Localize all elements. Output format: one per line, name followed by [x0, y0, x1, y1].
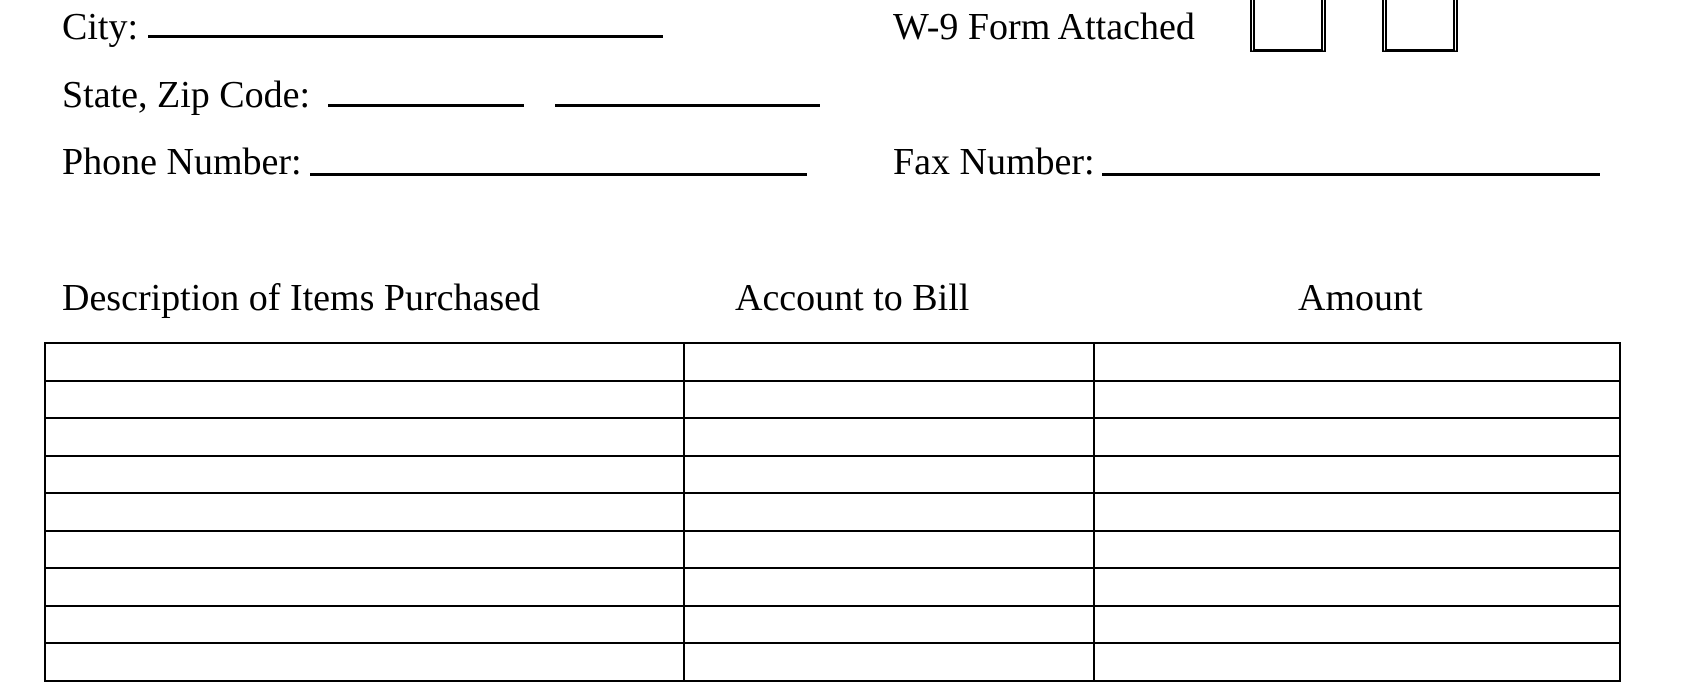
description-cell[interactable] — [45, 568, 684, 606]
table-row — [45, 531, 1620, 569]
w9-label: W-9 Form Attached — [893, 6, 1195, 48]
city-field[interactable] — [148, 35, 663, 38]
w9-no-checkbox[interactable] — [1382, 0, 1458, 52]
description-cell[interactable] — [45, 493, 684, 531]
amount-cell[interactable] — [1094, 531, 1620, 569]
description-cell[interactable] — [45, 606, 684, 644]
amount-cell[interactable] — [1094, 606, 1620, 644]
zip-field[interactable] — [555, 104, 820, 107]
description-cell[interactable] — [45, 418, 684, 456]
description-cell[interactable] — [45, 531, 684, 569]
state-zip-label: State, Zip Code: — [62, 74, 311, 116]
description-cell[interactable] — [45, 456, 684, 494]
table-row — [45, 568, 1620, 606]
fax-field[interactable] — [1102, 173, 1600, 176]
account-cell[interactable] — [684, 381, 1094, 419]
account-cell[interactable] — [684, 568, 1094, 606]
account-cell[interactable] — [684, 606, 1094, 644]
header-description: Description of Items Purchased — [62, 277, 541, 319]
account-cell[interactable] — [684, 418, 1094, 456]
phone-label: Phone Number: — [62, 141, 302, 183]
account-cell[interactable] — [684, 643, 1094, 681]
account-cell[interactable] — [684, 493, 1094, 531]
amount-cell[interactable] — [1094, 456, 1620, 494]
table-row — [45, 606, 1620, 644]
amount-cell[interactable] — [1094, 643, 1620, 681]
w9-yes-checkbox[interactable] — [1250, 0, 1326, 52]
state-field[interactable] — [328, 104, 524, 107]
items-table — [44, 342, 1621, 682]
table-row — [45, 418, 1620, 456]
amount-cell[interactable] — [1094, 568, 1620, 606]
table-row — [45, 381, 1620, 419]
account-cell[interactable] — [684, 531, 1094, 569]
account-cell[interactable] — [684, 456, 1094, 494]
table-row — [45, 456, 1620, 494]
description-cell[interactable] — [45, 381, 684, 419]
account-cell[interactable] — [684, 343, 1094, 381]
description-cell[interactable] — [45, 343, 684, 381]
table-row — [45, 343, 1620, 381]
header-amount: Amount — [1298, 277, 1423, 319]
fax-label: Fax Number: — [893, 141, 1095, 183]
items-table-body — [45, 343, 1620, 681]
description-cell[interactable] — [45, 643, 684, 681]
header-account: Account to Bill — [735, 277, 970, 319]
city-label: City: — [62, 6, 139, 48]
amount-cell[interactable] — [1094, 343, 1620, 381]
amount-cell[interactable] — [1094, 418, 1620, 456]
amount-cell[interactable] — [1094, 381, 1620, 419]
phone-field[interactable] — [310, 173, 807, 176]
table-row — [45, 493, 1620, 531]
amount-cell[interactable] — [1094, 493, 1620, 531]
table-row — [45, 643, 1620, 681]
